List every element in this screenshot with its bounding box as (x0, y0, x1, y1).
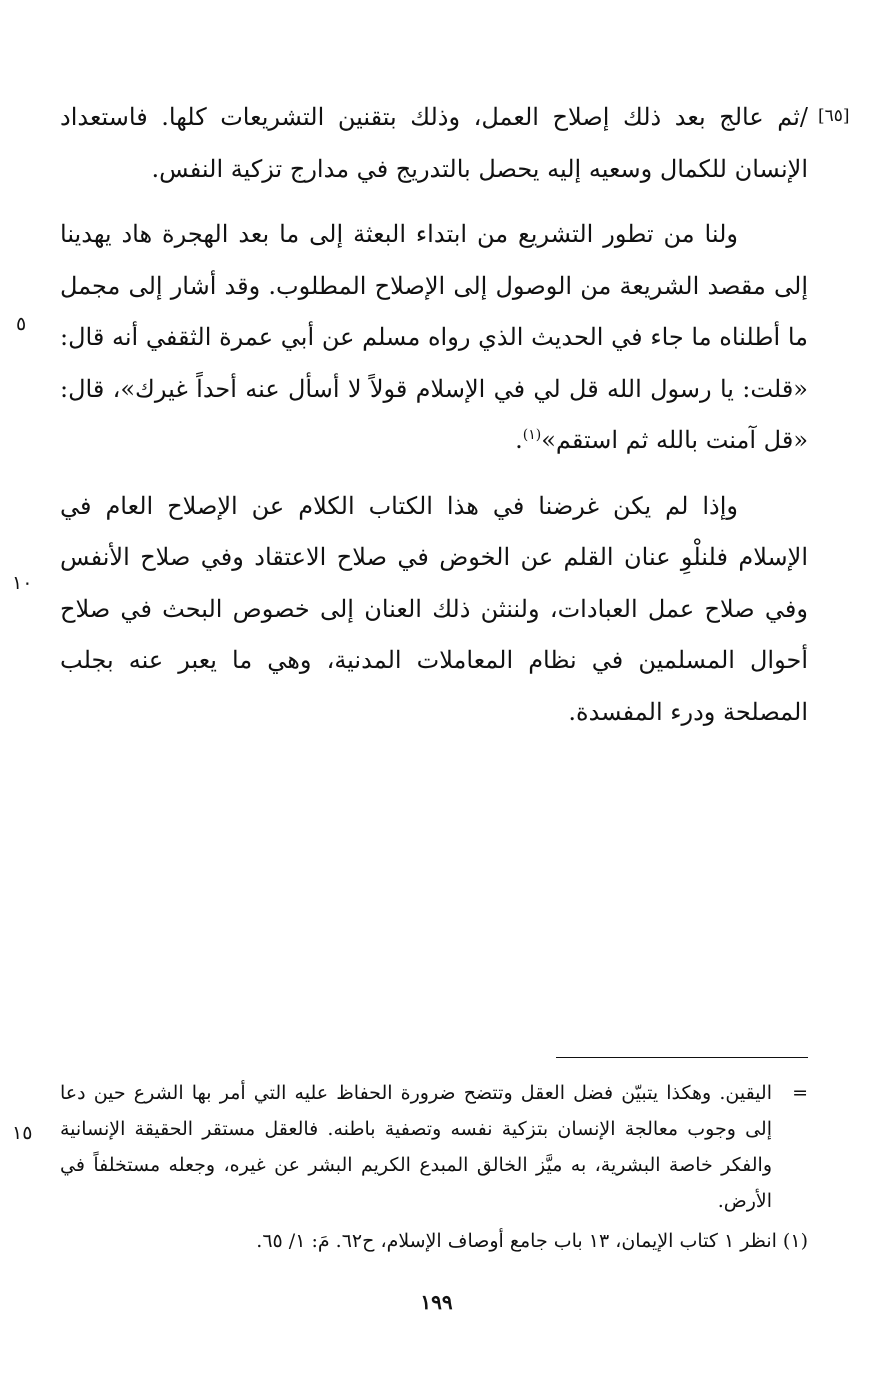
footnote-reference[interactable]: (١) (522, 427, 542, 443)
footnote-continuation-text: اليقين. وهكذا يتبيّن فضل العقل وتتضح ضرورة الحفاظ عليه التي أمر بها الشرع حين دعا إلى وجوب معالجة الإنسان بتزكية نفسه وتصفية باطنه. فالعقل مستقر الحقيقة الإنسانية والفكر خاصة البشرية، به ميَّز الخالق المبدع الكريم البشر عن غيره، وجعله مستخلفاً في الأرض. (60, 1082, 773, 1212)
footnote-1: (١) انظر ١ كتاب الإيمان، ١٣ باب جامع أوصاف الإسلام، ح٦٢. مَ: ١/ ٦٥. (256, 1230, 808, 1252)
continuation-mark: = (792, 1082, 808, 1104)
line-number-15: ١٥ (12, 1122, 33, 1144)
page-number: ١٩٩ (420, 1290, 453, 1314)
paragraph-2 (60, 209, 808, 467)
main-text (60, 92, 808, 738)
footnote-divider (556, 1057, 808, 1058)
paragraph-2-text: ولنا من تطور التشريع من ابتداء البعثة إلى ما بعد الهجرة هاد يهدينا إلى مقصد الشريعة من الوصول إلى الإصلاح المطلوب. وقد أشار إلى مجمل ما أطلناه ما جاء في الحديث الذي رواه مسلم عن أبي عمرة الثقفي أنه قال: «قلت: يا رسول الله قل لي في الإسلام قولاً لا أسأل عنه أحداً غيرك»، قال: «قل آمنت بالله ثم استقم» (60, 220, 808, 454)
paragraph-1: /ثم عالج بعد ذلك إصلاح العمل، وذلك بتقنين التشريعات كلها. فاستعداد الإنسان للكمال وسعيه إليه يحصل بالتدريج في مدارج تزكية النفس. (60, 103, 808, 183)
line-number-5: ٥ (16, 313, 27, 335)
paragraph-2-end: . (515, 426, 523, 454)
paragraph-3: وإذا لم يكن غرضنا في هذا الكتاب الكلام عن الإصلاح العام في الإسلام فلنلْوِ عنان القلم عن الخوض في صلاح الاعتقاد وفي صلاح الأنفس وفي صلاح عمل العبادات، ولننثن ذلك العنان إلى خصوص البحث في صلاح أحوال المسلمين في نظام المعاملات المدنية، وهي ما يعبر عنه بجلب المصلحة ودرء المفسدة. (60, 491, 808, 726)
footnotes (60, 1075, 808, 1259)
footnote-continuation (60, 1075, 808, 1219)
margin-page-reference: [٦٥] (818, 106, 850, 126)
line-number-10: ١٠ (12, 572, 33, 594)
